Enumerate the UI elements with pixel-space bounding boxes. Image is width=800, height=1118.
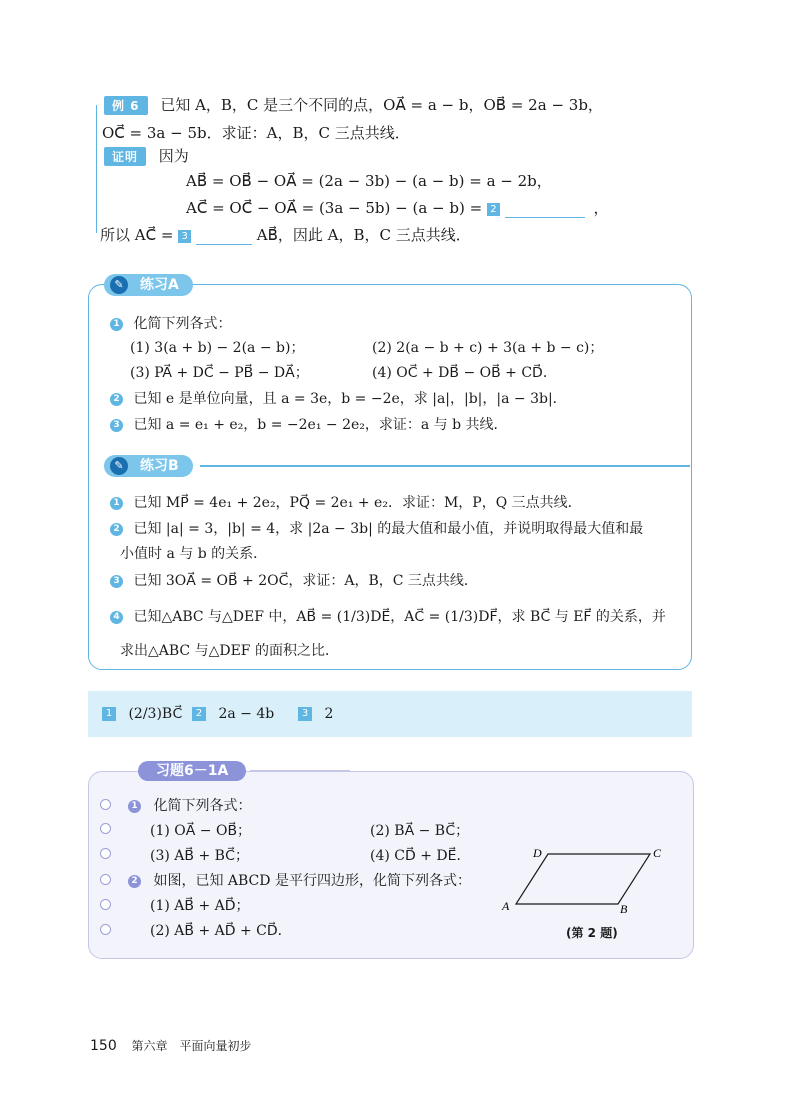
exercise-b-title: 练习B bbox=[140, 458, 179, 474]
exercise-b-q4-text: 已知△ABC 与△DEF 中，AB⃗ = (1/3)DE⃗，AC⃗ = (1/3)DF⃗，求 BC⃗ 与 EF⃗ 的关系，并 bbox=[133, 609, 666, 625]
answer-2-value: 2a − 4b bbox=[218, 706, 275, 722]
homework-q2-text: 如图，已知 ABCD 是平行四边形，化简下列各式： bbox=[153, 873, 471, 889]
page-number: 150 bbox=[90, 1038, 117, 1054]
exercise-a-q3 bbox=[110, 414, 508, 434]
answer-2 bbox=[192, 706, 274, 722]
exercise-a-q1-4: (4) OC⃗ + DB⃗ − OB⃗ + CD⃗． bbox=[372, 365, 557, 381]
margin-circle-3 bbox=[100, 848, 111, 859]
exercise-b-q1-num: 1 bbox=[110, 497, 123, 510]
exercise-b-q2-num: 2 bbox=[110, 523, 123, 536]
answer-3-value: 2 bbox=[324, 706, 334, 722]
answer-3-num: 3 bbox=[298, 707, 312, 721]
exercise-a-q1-1: (1) 3(a + b) − 2(a − b)； bbox=[130, 340, 305, 356]
chapter-title: 第六章 平面向量初步 bbox=[131, 1039, 252, 1053]
exercise-a-q1-3: (3) PA⃗ + DC⃗ − PB⃗ − DA⃗； bbox=[130, 365, 309, 381]
exercise-b-q1 bbox=[110, 492, 582, 512]
margin-circle-2 bbox=[100, 823, 111, 834]
homework-q1-2: (2) BA⃗ − BC⃗； bbox=[370, 823, 470, 839]
exercise-a-q3-num: 3 bbox=[110, 419, 123, 432]
homework-tab: 习题6－1A bbox=[138, 761, 246, 781]
homework-q1-1: (1) OA⃗ − OB⃗； bbox=[150, 823, 252, 839]
answer-2-num: 2 bbox=[192, 707, 206, 721]
exercise-b-q3-text: 已知 3OA⃗ = OB⃗ + 2OC⃗，求证：A，B，C 三点共线． bbox=[133, 573, 478, 589]
proof-eq-2-end: ， bbox=[593, 199, 609, 217]
answer-1-num: 1 bbox=[102, 707, 116, 721]
exercise-a-q2-text: 已知 e 是单位向量，且 a = 3e，b = −2e，求 |a|，|b|，|a − 3b|． bbox=[133, 391, 567, 407]
margin-circle-4 bbox=[100, 874, 111, 885]
blank-2-marker: 2 bbox=[487, 203, 500, 216]
exercise-b-q1-text: 已知 MP⃗ = 4e₁ + 2e₂，PQ⃗ = 2e₁ + e₂．求证：M，P，Q 三点共线． bbox=[133, 495, 582, 511]
homework-q1-num: 1 bbox=[128, 800, 141, 813]
homework-q1-4: (4) CD⃗ + DE⃗． bbox=[370, 848, 471, 864]
parallelogram-figure bbox=[500, 842, 670, 916]
blank-2-line bbox=[505, 203, 585, 218]
proof-because: 因为 bbox=[158, 147, 189, 165]
example-side-rule bbox=[96, 105, 97, 233]
vertex-label-c: C bbox=[653, 846, 662, 860]
exercise-b-q2 bbox=[110, 518, 643, 538]
proof-eq-1: AB⃗ = OB⃗ − OA⃗ = (2a − 3b) − (a − b) = a − 2b， bbox=[186, 172, 552, 190]
exercise-a-q2 bbox=[110, 388, 567, 408]
homework-q2 bbox=[128, 870, 471, 890]
homework-q1-3: (3) AB⃗ + BC⃗； bbox=[150, 848, 249, 864]
vertex-label-d: D bbox=[533, 846, 542, 860]
margin-circle-5 bbox=[100, 899, 111, 910]
exercise-b-q4 bbox=[110, 606, 666, 626]
homework-q2-2: (2) AB⃗ + AD⃗ + CD⃗． bbox=[150, 923, 292, 939]
homework-q1-text: 化简下列各式： bbox=[153, 798, 252, 814]
exercise-b-q3-num: 3 bbox=[110, 575, 123, 588]
exercise-b-q4-cont: 求出△ABC 与△DEF 的面积之比． bbox=[120, 643, 339, 659]
exercise-b-rule bbox=[200, 465, 690, 467]
pencil-icon: ✎ bbox=[110, 276, 128, 294]
margin-circle-6 bbox=[100, 924, 111, 935]
exercise-b-q3 bbox=[110, 570, 478, 590]
answer-3 bbox=[298, 706, 333, 722]
margin-circle-1 bbox=[100, 799, 111, 810]
exercise-a-q1-2: (2) 2(a − b + c) + 3(a + b − c)； bbox=[372, 340, 604, 356]
homework-q1 bbox=[128, 795, 251, 815]
proof-eq-2 bbox=[186, 197, 609, 218]
blank-3-line bbox=[196, 230, 252, 245]
homework-tab-tail bbox=[250, 770, 350, 772]
exercise-a-q1-text: 化简下列各式： bbox=[133, 316, 232, 332]
exercise-a-tab bbox=[104, 274, 193, 296]
exercise-a-title: 练习A bbox=[140, 277, 179, 293]
exercise-a-q2-num: 2 bbox=[110, 393, 123, 406]
page-footer bbox=[90, 1036, 252, 1054]
conclusion-post: AB⃗，因此 A，B，C 三点共线． bbox=[256, 226, 471, 244]
exercise-a-q3-text: 已知 a = e₁ + e₂，b = −2e₁ − 2e₂，求证：a 与 b 共线． bbox=[133, 417, 508, 433]
example-badge: 例 6 bbox=[104, 96, 148, 115]
vertex-label-a: A bbox=[502, 899, 510, 913]
exercise-a-q1 bbox=[110, 313, 231, 333]
pencil-icon-b: ✎ bbox=[110, 457, 128, 475]
proof-badge: 证明 bbox=[104, 147, 146, 166]
proof-eq-2-text: AC⃗ = OC⃗ − OA⃗ = (3a − 5b) − (a − b) = bbox=[186, 199, 483, 217]
proof-conclusion bbox=[100, 224, 471, 245]
answer-strip bbox=[88, 691, 692, 737]
answer-1 bbox=[102, 706, 182, 722]
vertex-label-b: B bbox=[620, 902, 628, 916]
answer-1-value: (2/3)BC⃗ bbox=[128, 706, 183, 722]
exercise-b-q4-num: 4 bbox=[110, 611, 123, 624]
homework-q2-1: (1) AB⃗ + AD⃗； bbox=[150, 898, 250, 914]
parallelogram-shape bbox=[516, 854, 650, 904]
homework-q2-num: 2 bbox=[128, 875, 141, 888]
example-statement: 已知 A，B，C 是三个不同的点，OA⃗ = a − b，OB⃗ = 2a − 3b， bbox=[160, 96, 603, 114]
example-line-2: OC⃗ = 3a − 5b．求证：A，B，C 三点共线． bbox=[102, 124, 410, 142]
exercise-b-q2-cont: 小值时 a 与 b 的关系． bbox=[120, 546, 268, 562]
exercise-b-q2-text: 已知 |a| = 3，|b| = 4，求 |2a − 3b| 的最大值和最小值，并说明取得最大值和最 bbox=[133, 521, 644, 537]
example-line-1 bbox=[104, 94, 603, 115]
proof-line bbox=[104, 145, 189, 166]
exercise-b-tab bbox=[104, 455, 193, 477]
figure-caption: (第 2 题) bbox=[566, 926, 618, 940]
exercise-a-q1-num: 1 bbox=[110, 318, 123, 331]
conclusion-pre: 所以 AC⃗ = bbox=[100, 226, 174, 244]
blank-3-marker: 3 bbox=[178, 230, 191, 243]
